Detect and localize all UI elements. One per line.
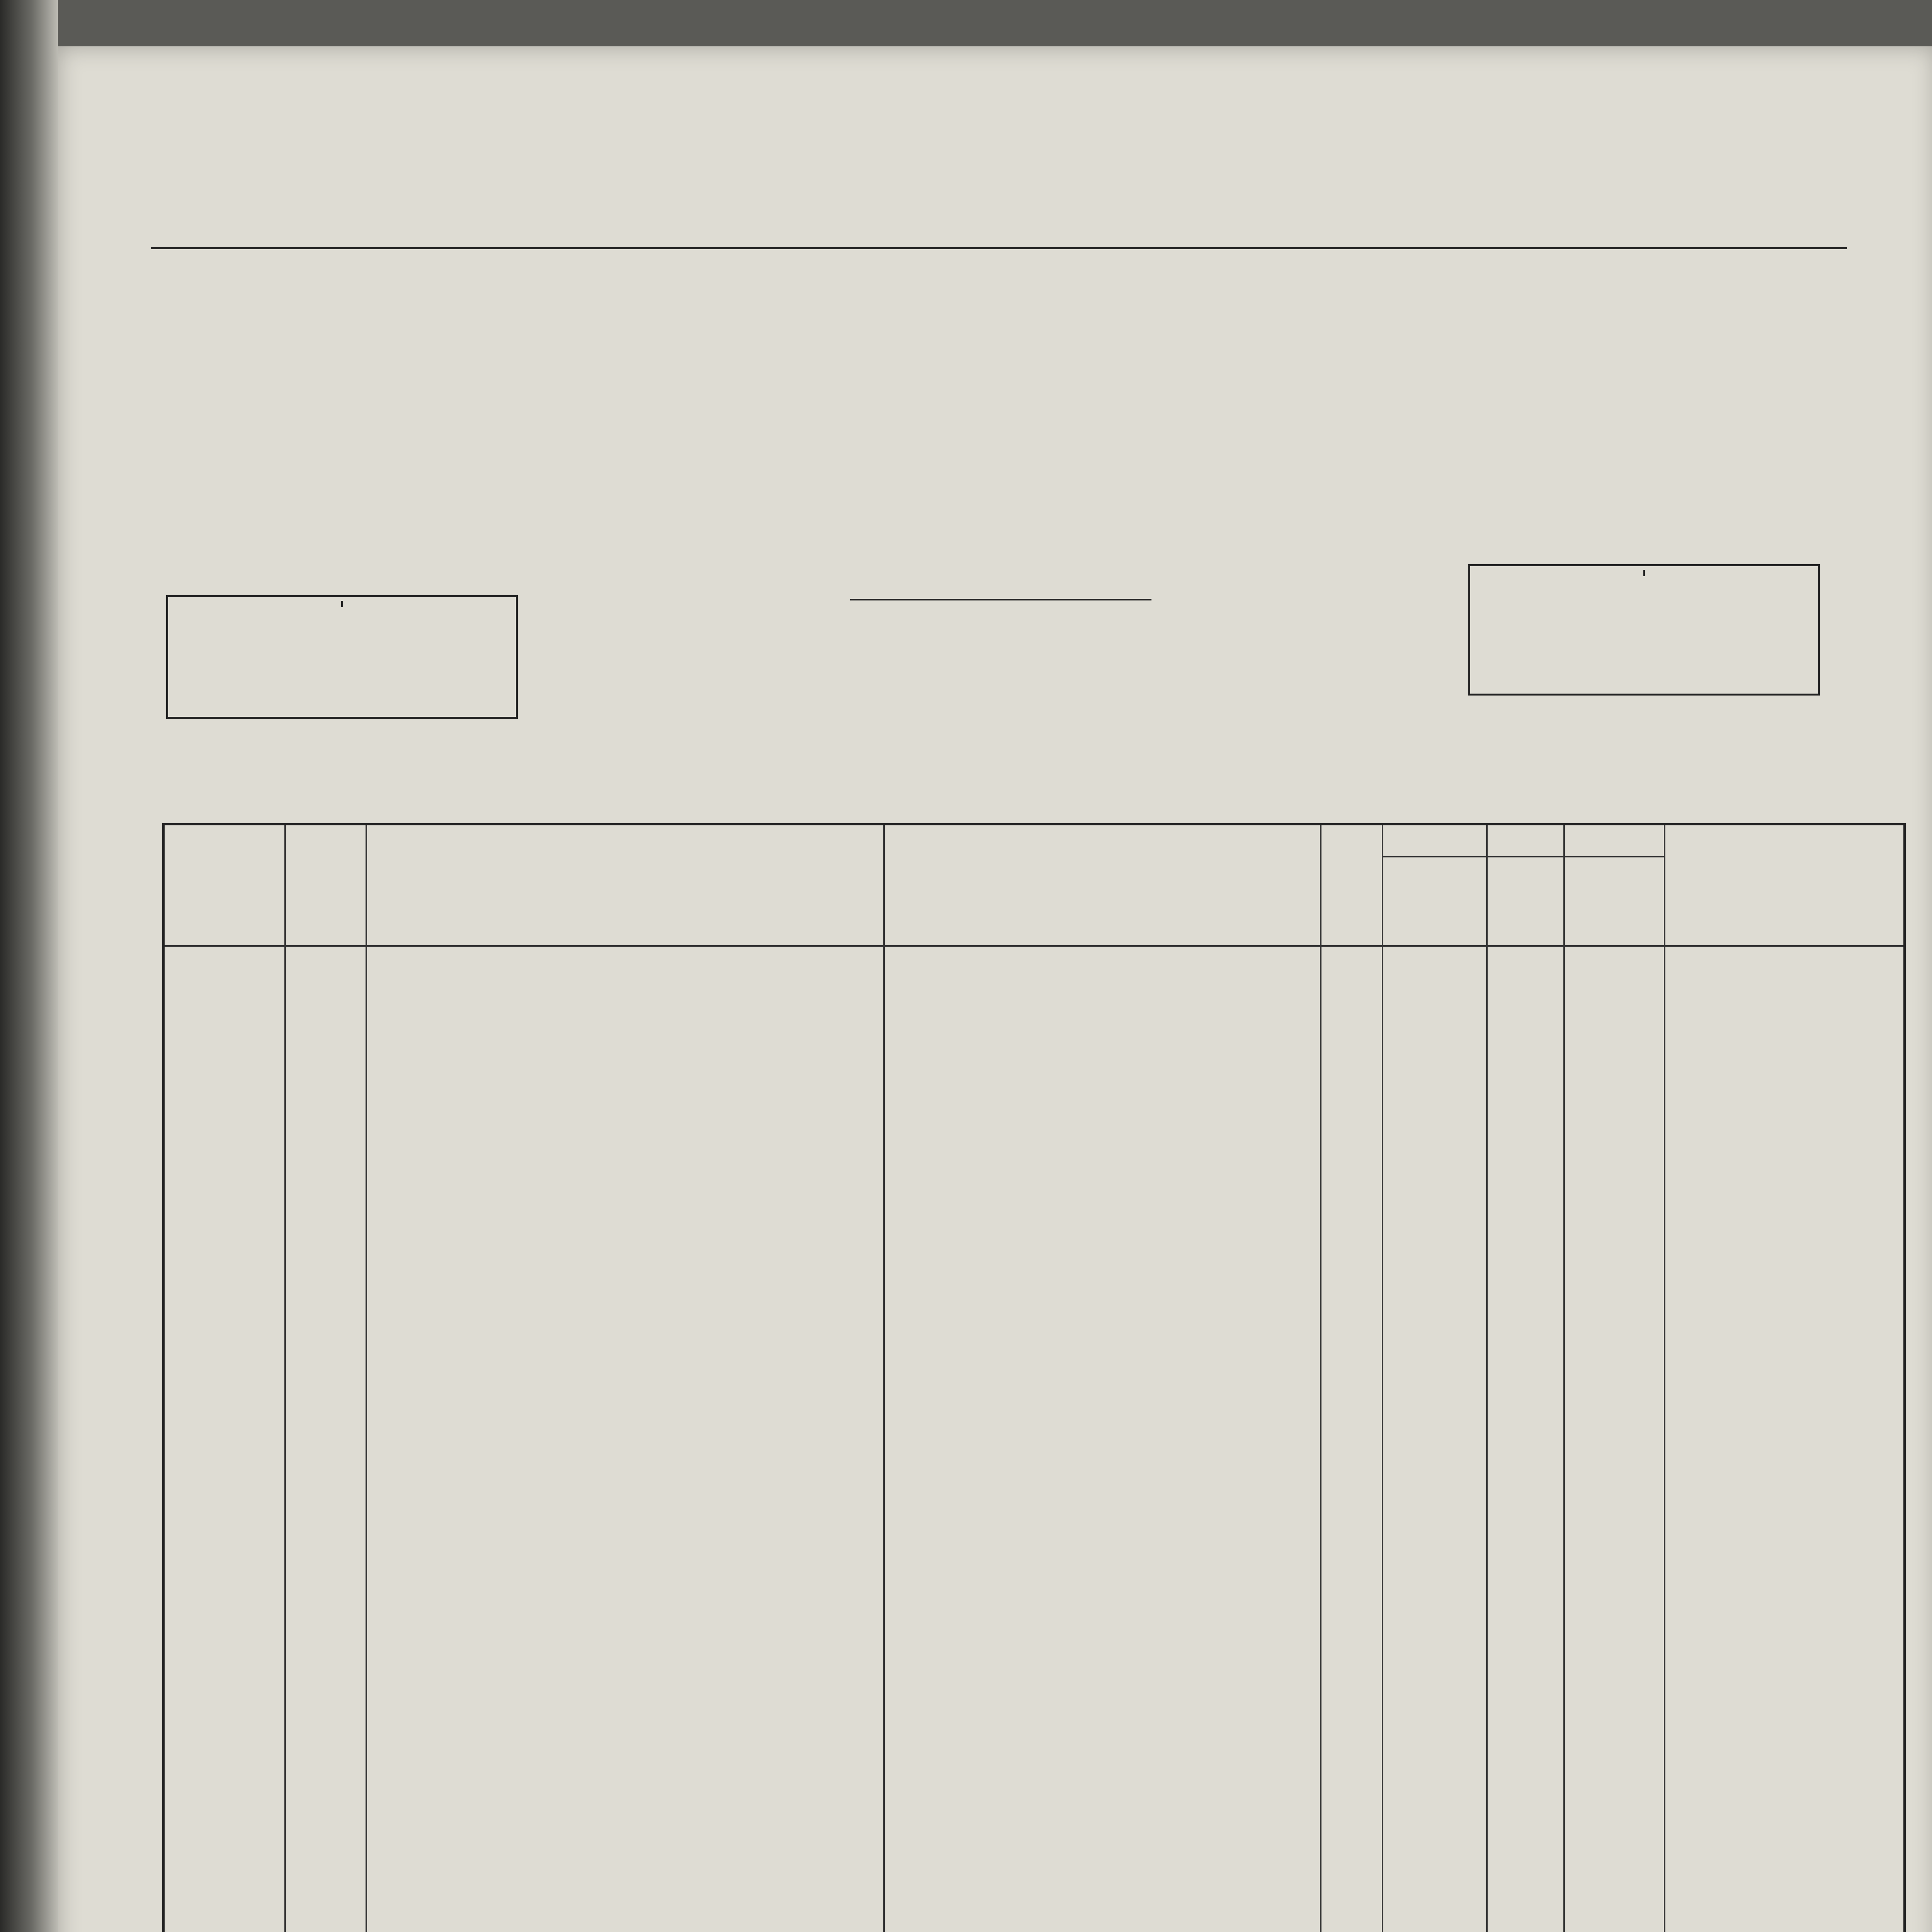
- col-rule: [883, 825, 885, 1932]
- col-rule: [1664, 825, 1665, 1932]
- subscription-title: [1470, 566, 1818, 570]
- subscription-departements: [341, 601, 516, 607]
- col-rule: [1320, 825, 1321, 1932]
- subscription-title: [168, 597, 516, 601]
- subscription-box-right: [1468, 564, 1820, 696]
- col-rule: [1486, 825, 1488, 1932]
- col-rule: [1382, 825, 1383, 1932]
- newspaper-page: [58, 46, 1932, 1932]
- col-rule: [284, 825, 286, 1932]
- top-line: [151, 201, 1832, 243]
- top-rule: [151, 247, 1847, 249]
- col-rule: [366, 825, 367, 1932]
- book-binding: [0, 0, 58, 1932]
- subscription-paris: [168, 601, 341, 607]
- place-underline: [850, 599, 1151, 600]
- subscription-essai: [1643, 570, 1818, 576]
- coupons-rule: [1382, 856, 1664, 857]
- subscription-etranger: [1470, 570, 1643, 576]
- col-rule: [1563, 825, 1565, 1932]
- header-rule: [165, 945, 1903, 947]
- quotation-table: [162, 823, 1906, 1932]
- subscription-box-left: [166, 595, 518, 719]
